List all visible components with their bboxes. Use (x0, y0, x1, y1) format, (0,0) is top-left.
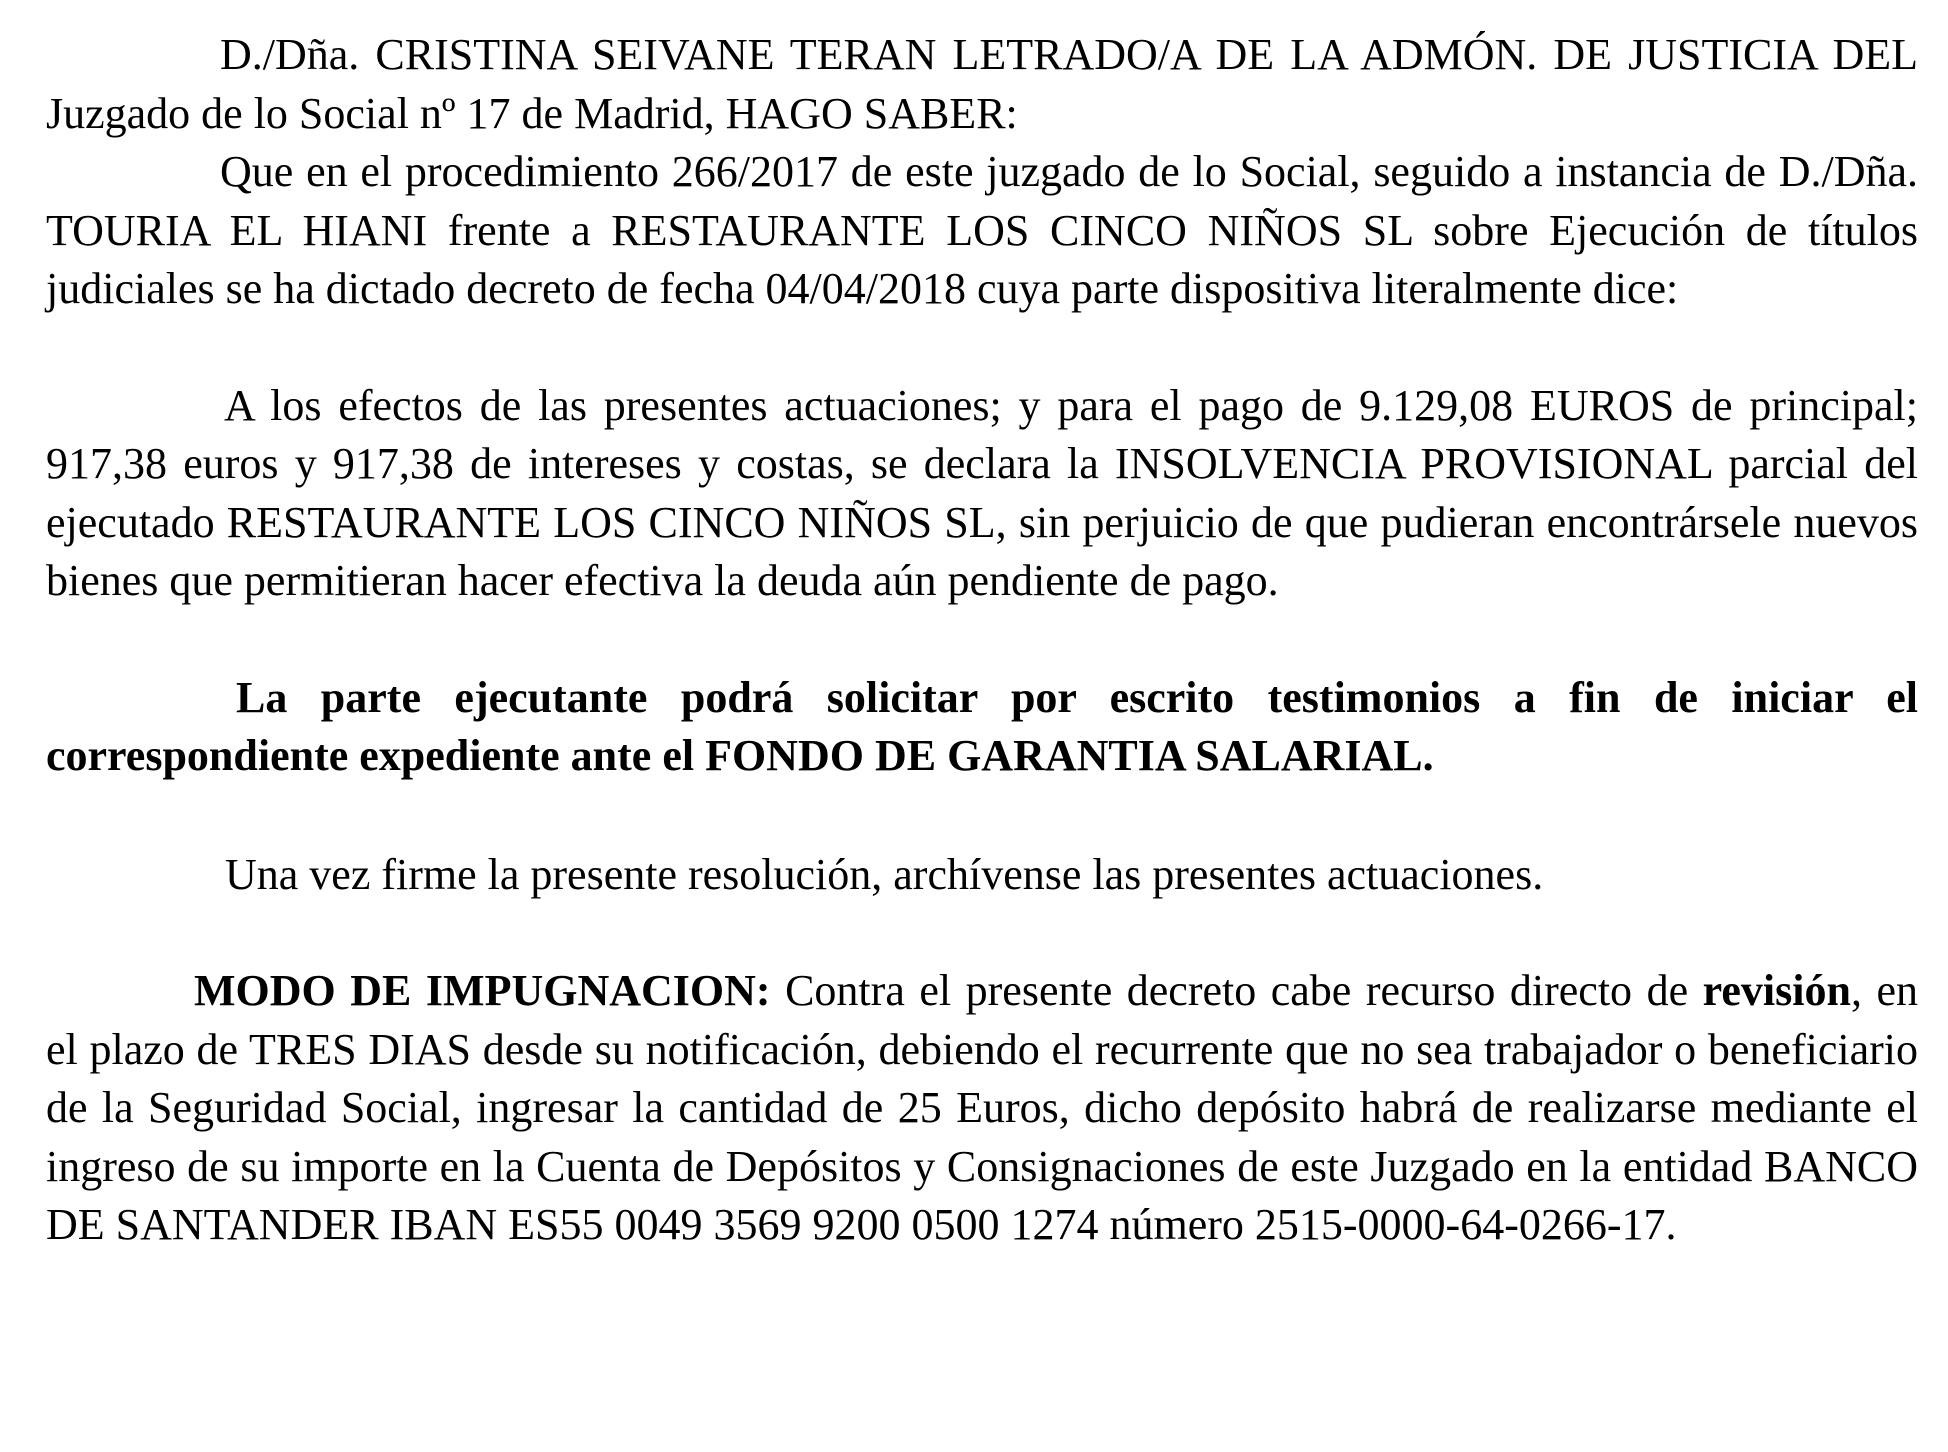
paragraph-archive: Una vez firme la presente resolución, archívense las presentes actuaciones. (225, 849, 1544, 899)
spacer (46, 319, 1918, 377)
spacer (46, 904, 1918, 962)
impugnation-text-1: Contra el presente decreto cabe recurso directo de (770, 966, 1703, 1015)
spacer (46, 786, 1918, 846)
paragraph-insolvency: A los efectos de las presentes actuaciones; y para el pago de 9.129,08 EUROS de principal; 917,38 euros y 917,38 de intereses y costas, se declara la INSOLVENCIA PROVISIONAL parcial del ejecutado RESTAURANTE LOS CINCO NIÑOS SL, sin perjuicio de que pudieran encontrársele nuevos bienes que permitieran hacer efectiva la deuda aún pendiente de pago. (46, 380, 1918, 605)
paragraph-impugnation (46, 962, 1918, 1255)
paragraph-procedure: Que en el procedimiento 266/2017 de este juzgado de lo Social, seguido a instancia de D./Dña. TOURIA EL HIANI frente a RESTAURANTE LOS CINCO NIÑOS SL sobre Ejecución de títulos judiciales se ha dictado decreto de fecha 04/04/2018 cuya parte dispositiva literalmente dice: (46, 147, 1918, 313)
impugnation-text-2: , en el plazo de TRES DIAS desde su notificación, debiendo el recurrente que no sea trabajador o beneficiario de la Seguridad Social, ingresar la cantidad de 25 Euros, dicho depósito habrá de realizarse mediante el ingreso de su importe en la Cuenta de Depósitos y Consignaciones de este Juzgado en la entidad BANCO DE SANTANDER IBAN ES55 0049 3569 9200 0500 1274 número 2515-0000-64-0266-17. (46, 966, 1918, 1249)
impugnation-heading: MODO DE IMPUGNACION: (194, 966, 771, 1015)
impugnation-revision: revisión (1702, 966, 1851, 1015)
paragraph-fogasa: La parte ejecutante podrá solicitar por escrito testimonios a fin de iniciar el correspondiente expediente ante el FONDO DE GARANTIA SALARIAL. (46, 672, 1918, 780)
paragraph-heading: D./Dña. CRISTINA SEIVANE TERAN LETRADO/A DE LA ADMÓN. DE JUSTICIA DEL Juzgado de lo Social nº 17 de Madrid, HAGO SABER: (46, 30, 1918, 138)
spacer (46, 611, 1918, 669)
